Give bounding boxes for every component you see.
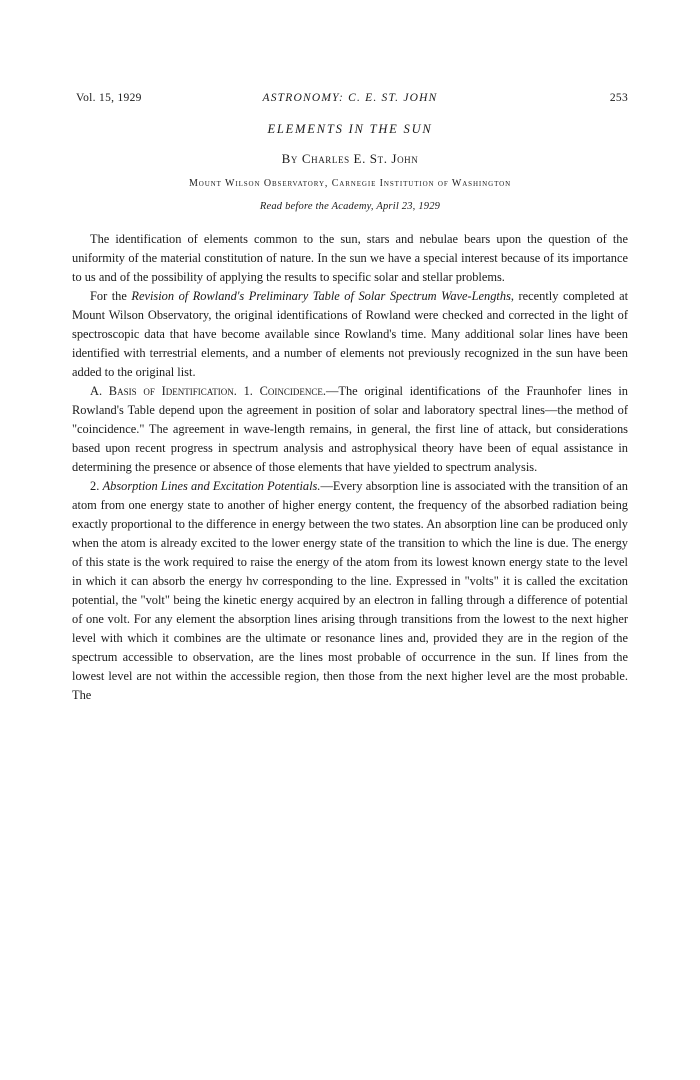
article-body [72, 230, 628, 705]
paragraph-4 [72, 477, 628, 705]
paragraph-3-text: —The original identifications of the Fraunhofer lines in Rowland's Table depend upon the agreement in position of solar and laboratory spectral lines—the method of "coincidence." The agreement in wave-length remains, in general, the first line of attack, but considerations based upon recent progress in spectrum analysis and astrophysical theory have been of equal assistance in determining the presence or absence of those elements that have yielded to spectrum analysis. [72, 384, 628, 474]
read-date: Read before the Academy, April 23, 1929 [259, 201, 441, 212]
cited-work-title: Revision of Rowland's Preliminary Table of Solar Spectrum Wave-Lengths [131, 289, 511, 303]
article-author: By Charles E. St. John [281, 151, 419, 166]
running-head [72, 92, 628, 110]
subsection-heading-absorption: Absorption Lines and Excitation Potentials. [102, 479, 321, 493]
author-affiliation: Mount Wilson Observatory, Carnegie Institution of Washington [188, 178, 512, 189]
journal-page [72, 92, 628, 705]
paragraph-2-text: , recently completed at Mount Wilson Observatory, the original identifications of Rowland were checked and corrected in the light of spectroscopic data that have become available since Rowland's time. Many additional solar lines have been identified with terrestrial elements, and a number of elements not previously recognized in the sun have been added to the original list. [72, 289, 629, 379]
volume-year: Vol. 15, 1929 [76, 92, 142, 104]
subsection-heading-coincidence: 1. Coincidence. [243, 384, 327, 398]
subsection-number: 2. [90, 479, 103, 493]
page-number: 253 [609, 92, 628, 104]
paragraph-2-intro: For the [90, 289, 132, 303]
section-heading-basis: A. Basis of Identification. [90, 384, 237, 398]
article-title: ELEMENTS IN THE SUN [267, 122, 433, 136]
paragraph-1: The identification of elements common to the sun, stars and nebulae bears upon the question of the uniformity of the material constitution of nature. In the sun we have a special interest because of its importance to us and of the possibility of applying the results to specific solar and stellar problems. [72, 232, 628, 284]
paragraph-2 [72, 287, 628, 382]
paragraph-4-text: —Every absorption line is associated with the transition of an atom from one energy state to another of higher energy content, the frequency of the absorbed radiation being exactly proportional to the difference in energy between the two states. An absorption line can be produced only when the atom is already excited to the lower energy state of the transition to which the line is due. The energy of this state is the work required to raise the energy of the atom from its lowest known energy state to the level in which it can absorb the energy hν corresponding to the line. Expressed in "volts" it is called the excitation potential, the "volt" being the kinetic energy acquired by an electron in falling through a difference of potential of one volt. For any element the absorption lines arising through transitions from the lowest to the next higher level with which it combines are the ultimate or resonance lines and, provided they are in the region of the spectrum accessible to observation, are the lines most probable of occurrence in the sun. If lines from the lowest level are not within the accessible region, then those from the next higher level are the most probable. The [72, 479, 628, 702]
running-head-title: ASTRONOMY: C. E. ST. JOHN [262, 92, 438, 104]
paragraph-3 [72, 382, 628, 477]
